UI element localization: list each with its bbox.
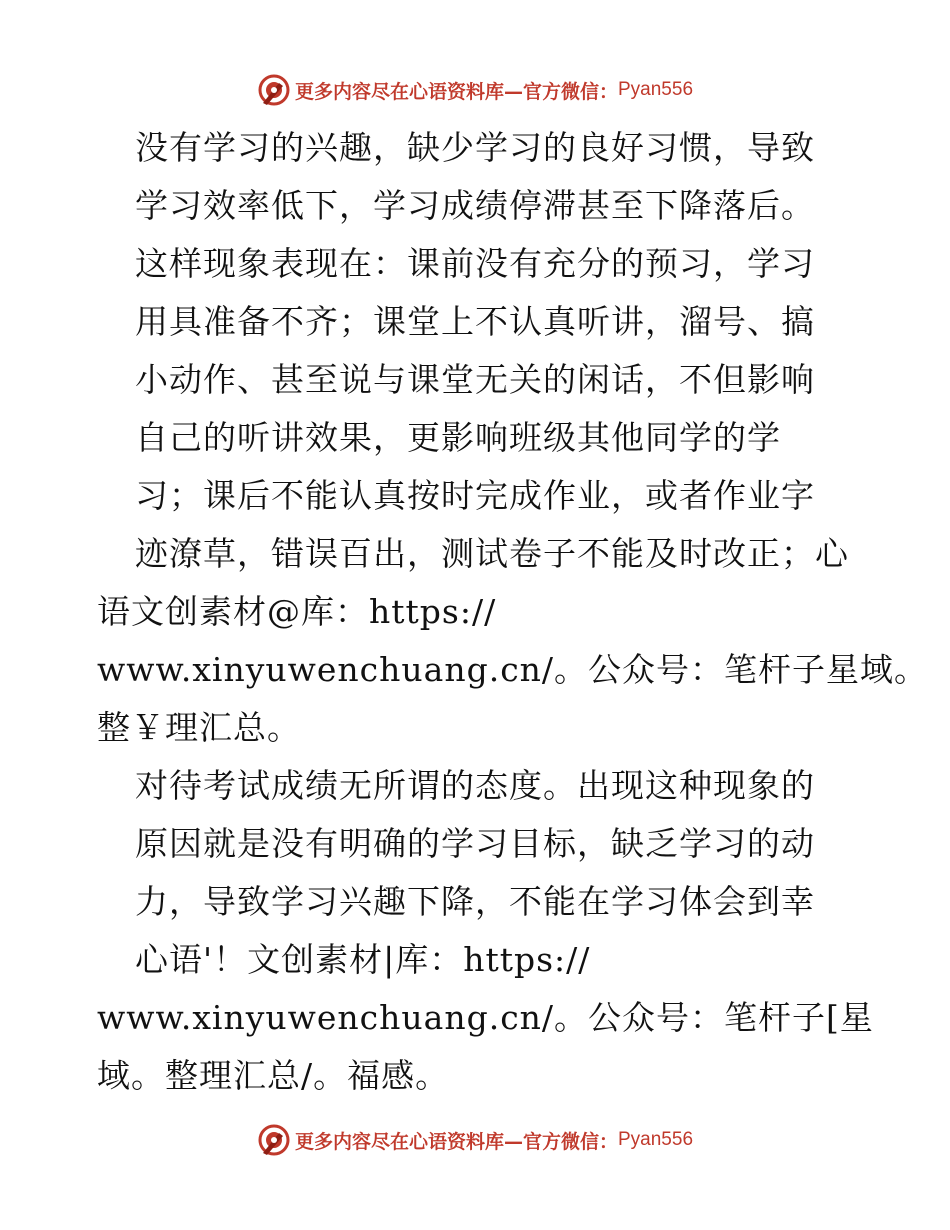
text-line: 域。整理汇总/。福感。 (97, 1056, 450, 1095)
text-line: 对待考试成绩无所谓的态度。出现这种现象的 (135, 766, 815, 805)
watermark-text: 更多内容尽在心语资料库—官方微信： (294, 80, 618, 103)
text-line: 学习效率低下，学习成绩停滞甚至下降落后。 (135, 186, 815, 225)
pen-seal-logo-icon (257, 73, 291, 107)
header-watermark (0, 70, 950, 110)
text-line: 小动作、甚至说与课堂无关的闲话，不但影响 (135, 360, 815, 399)
text-line: 用具准备不齐；课堂上不认真听讲，溜号、搞 (135, 302, 815, 341)
text-line: 习；课后不能认真按时完成作业，或者作业字 (135, 476, 815, 515)
watermark-text: 更多内容尽在心语资料库—官方微信： (294, 1130, 618, 1153)
text-line: 心语'！文创素材|库：https:// (135, 940, 591, 979)
text-line: 迹潦草，错误百出，测试卷子不能及时改正；心 (135, 534, 849, 573)
pen-seal-logo-icon (257, 1123, 291, 1157)
text-line: 自己的听讲效果，更影响班级其他同学的学 (135, 418, 781, 457)
footer-watermark (0, 1120, 950, 1160)
text-line: 语文创素材@库：https:// (97, 592, 497, 631)
text-line: 整￥理汇总。 (97, 708, 301, 747)
text-line: 力，导致学习兴趣下降，不能在学习体会到幸 (135, 882, 815, 921)
text-line: www.xinyuwenchuang.cn/。公众号：笔杆子[星 (97, 998, 874, 1037)
watermark-account: Pyan556 (618, 79, 694, 100)
text-line: 这样现象表现在：课前没有充分的预习，学习 (135, 244, 815, 283)
watermark-account: Pyan556 (618, 1129, 694, 1150)
text-line: www.xinyuwenchuang.cn/。公众号：笔杆子星域。 (97, 650, 929, 689)
text-line: 没有学习的兴趣，缺少学习的良好习惯，导致 (135, 128, 815, 167)
text-line: 原因就是没有明确的学习目标，缺乏学习的动 (135, 824, 815, 863)
